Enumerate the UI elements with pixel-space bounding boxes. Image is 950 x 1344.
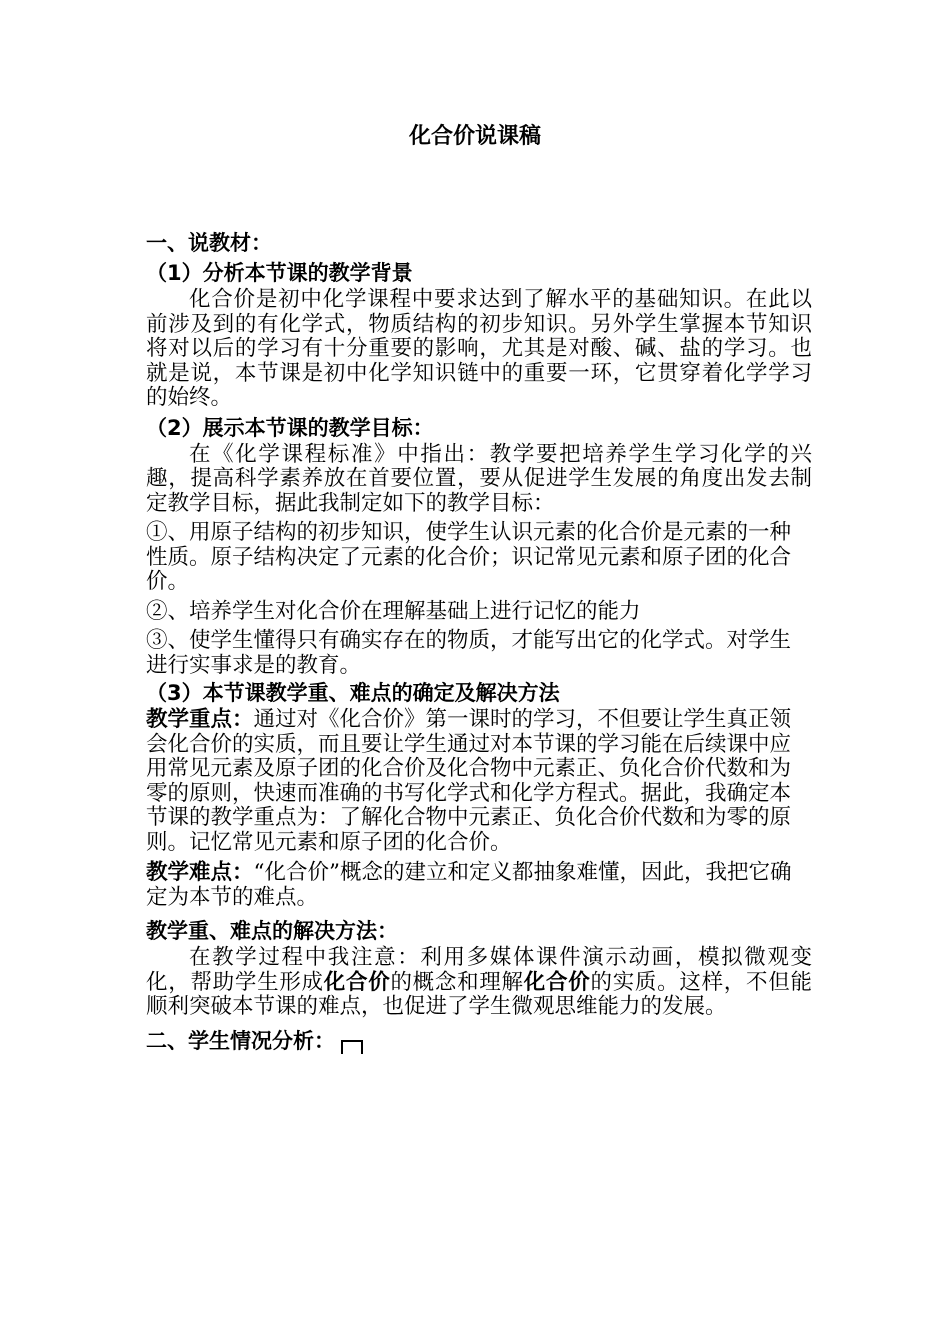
objectives-paragraph: 在《化学课程标准》中指出：教学要把培养学生学习化学的兴趣，提高科学素养放在首要位置，要从促进学生发展的角度出发去制定教学目标，据此我制定如下的教学目标： [146, 441, 812, 516]
difficult-point-label: 教学难点： [146, 860, 254, 885]
method-text-2: 的概念和理解 [390, 969, 524, 995]
method-emphasis-2: 化合价 [523, 969, 591, 995]
key-point-text: 通过对《化合价》第一课时的学习，不但要让学生真正领会化合价的实质，而且要让学生通过对本节课的学习能在后续课中应用常见元素及原子团的化合价及化合物中元素正、负化合价代数和为零的原则，快速而准确的书写化学式和化学方程式。据此，我确定本节课的教学重点为：了解化合物中元素正、负化合价代数和为零的原则。记忆常见元素和原子团的化合价。 [146, 707, 792, 855]
subsection-heading-objectives: （2）展示本节课的教学目标： [146, 415, 434, 440]
method-paragraph [146, 946, 812, 1020]
document-body [146, 228, 812, 1056]
document-title: 化合价说课稿 [408, 124, 541, 149]
key-point-label: 教学重点： [146, 707, 254, 732]
difficult-point-paragraph [146, 861, 812, 910]
method-emphasis-1: 化合价 [323, 969, 391, 995]
method-text-1: 在教学过程中我注意：利用多媒体课件演示动画，模拟微观变化，帮助学生形成 [146, 945, 812, 995]
method-text-3: 的实质。这样，不但能顺利突破本节课的难点，也促进了学生微观思维能力的发展。 [146, 969, 812, 1019]
section-heading-students [146, 1026, 812, 1056]
objective-item-3: ③、使学生懂得只有确实存在的物质，才能写出它的化学式。对学生进行实事求是的教育。 [146, 628, 792, 678]
subsection-heading-key-points: （3）本节课教学重、难点的确定及解决方法 [146, 681, 560, 705]
section-heading-textbook: 一、说教材： [146, 231, 272, 255]
difficult-point-text: “化合价”概念的建立和定义都抽象难懂，因此，我把它确定为本节的难点。 [146, 860, 792, 910]
key-point-paragraph [146, 708, 812, 855]
objective-item-2: ②、培养学生对化合价在理解基础上进行记忆的能力 [146, 598, 641, 624]
objective-item-1: ①、用原子结构的初步知识，使学生认识元素的化合价是元素的一种性质。原子结构决定了元素的化合价；识记常见元素和原子团的化合价。 [146, 520, 792, 594]
background-paragraph: 化合价是初中化学课程中要求达到了解水平的基础知识。在此以前涉及到的有化学式，物质结构的初步知识。另外学生掌握本节知识将对以后的学习有十分重要的影响，尤其是对酸、碱、盐的学习。也就是说，本节课是初中化学知识链中的重要一环，它贯穿着化学学习的始终。 [146, 287, 812, 410]
section-heading-students-text: 二、学生情况分析： [146, 1028, 335, 1053]
subsection-heading-background: （1）分析本节课的教学背景 [146, 261, 413, 285]
text-cursor-mark [341, 1040, 363, 1054]
method-heading: 教学重、难点的解决方法： [146, 919, 398, 943]
